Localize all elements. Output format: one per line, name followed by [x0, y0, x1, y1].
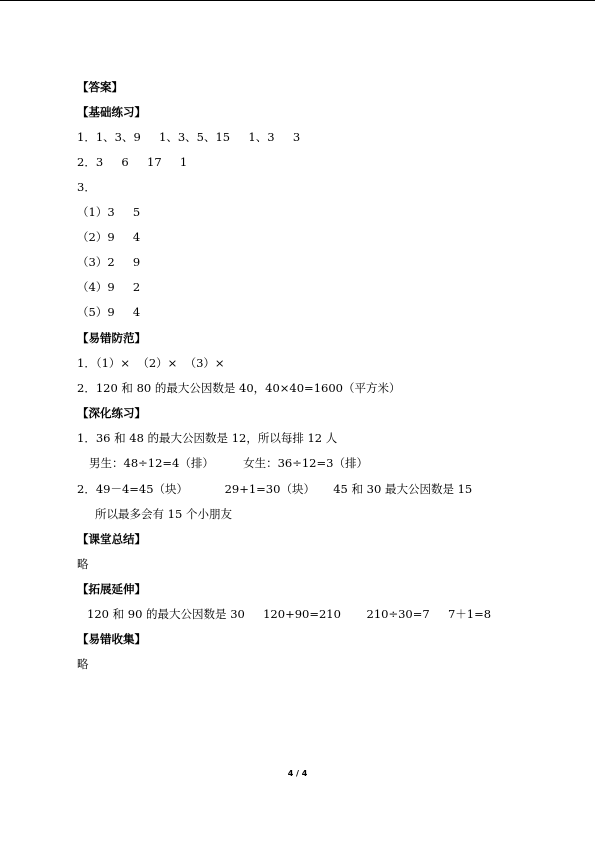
basic-answer-3-4: （4）9 2	[77, 280, 141, 294]
deep-answer-1-detail: 男生：48÷12=4（排） 女生：36÷12=3（排）	[89, 456, 368, 470]
basic-answer-3-1: （1）3 5	[77, 205, 141, 219]
deep-answer-2: 2．49－4=45（块） 29+1=30（块） 45 和 30 最大公因数是 15	[77, 482, 473, 496]
mistake-collection-text: 略	[77, 657, 89, 671]
deep-answer-1: 1．36 和 48 的最大公因数是 12，所以每排 12 人	[77, 431, 338, 445]
page-number: 4 / 4	[287, 769, 308, 778]
deepening-practice-heading: 【深化练习】	[77, 406, 146, 420]
basic-answer-3-5: （5）9 4	[77, 305, 141, 319]
mistake-prevention-heading: 【易错防范】	[77, 331, 146, 345]
extension-answer: 120 和 90 的最大公因数是 30 120+90=210 210÷30=7 7＋1=8	[87, 607, 492, 621]
basic-answer-3: 3．	[77, 180, 96, 194]
class-summary-text: 略	[77, 557, 89, 571]
basic-answer-1: 1．1、3、9 1、3、5、15 1、3 3	[77, 130, 301, 144]
class-summary-heading: 【课堂总结】	[77, 532, 146, 546]
basic-practice-heading: 【基础练习】	[77, 105, 146, 119]
extension-heading: 【拓展延伸】	[77, 582, 146, 596]
basic-answer-3-2: （2）9 4	[77, 230, 141, 244]
mistake-collection-heading: 【易错收集】	[77, 632, 146, 646]
header-rule	[0, 0, 595, 1]
answer-heading: 【答案】	[77, 80, 123, 94]
deep-answer-2-conclusion: 所以最多会有 15 个小朋友	[95, 507, 232, 521]
mistake-answer-2: 2．120 和 80 的最大公因数是 40，40×40=1600（平方米）	[77, 381, 401, 395]
basic-answer-2: 2．3 6 17 1	[77, 155, 188, 169]
mistake-answer-1: 1．（1）× （2）× （3）×	[77, 356, 225, 370]
basic-answer-3-3: （3）2 9	[77, 255, 141, 269]
